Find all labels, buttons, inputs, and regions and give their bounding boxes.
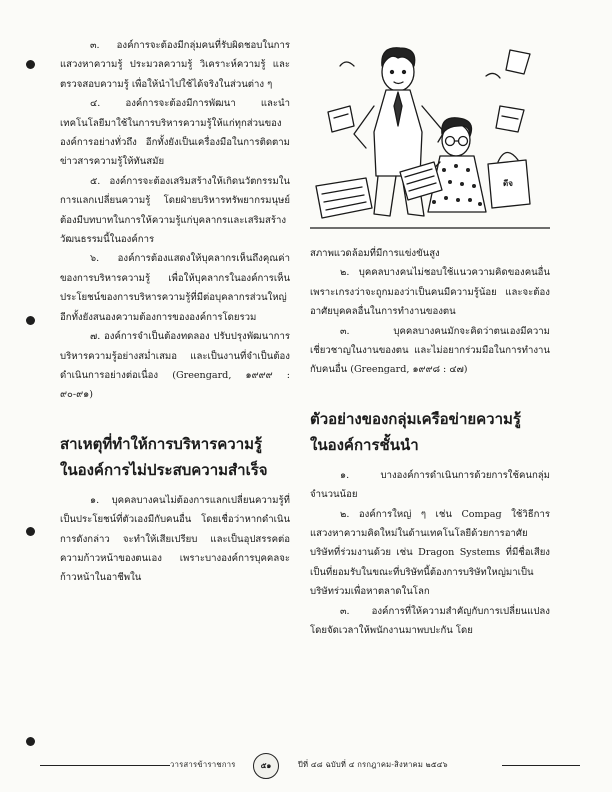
cartoon-illustration: [310, 36, 550, 244]
footer-rule: [502, 765, 580, 766]
paragraph-item-4: ๔. องค์การจะต้องมีการพัฒนา และนำเทคโนโลยีมาใช้ในการบริหารความรู้ให้แก่ทุกส่วนขององค์การอย่างทั่วถึง อีกทั้งยังเป็นเครื่องมือในการติดตามข่าวสารความรู้ให้ทันสมัย: [60, 98, 290, 168]
footer-rule: [40, 765, 170, 766]
binder-hole: [26, 60, 35, 69]
paragraph-cause-1-continued: สภาพแวดล้อมที่มีการแข่งขันสูง: [310, 248, 440, 259]
illustration-bag-label: ดีจ: [503, 179, 513, 188]
page-footer: [40, 752, 580, 782]
paragraph-example-1: ๑. บางองค์การดำเนินการด้วยการใช้คนกลุ่มจำนวนน้อย: [310, 469, 550, 501]
footer-journal-name: วารสารข้าราชการ: [170, 760, 236, 769]
paragraph-item-5: ๕. องค์การจะต้องเสริมสร้างให้เกิดนวัตกรรมในการแลกเปลี่ยนความรู้ โดยฝ่ายบริหารทรัพยากรมนุษย์ต้องมีบทบาทในการให้ความรู้แก่บุคลากรและเสริมสร้างวัฒนธรรมนี้ในองค์การ: [60, 175, 290, 246]
paragraph-item-3: ๓. องค์การจะต้องมีกลุ่มคนที่รับผิดชอบในการแสวงหาความรู้ ประมวลความรู้ วิเคราะห์ความรู้ และตรวจสอบความรู้ เพื่อให้นำไปใช้ได้จริงในส่วนต่าง ๆ: [60, 40, 290, 90]
cartoon-illustration-drawing: [310, 36, 550, 236]
paragraph-item-7: ๗. องค์การจำเป็นต้องทดลอง ปรับปรุงพัฒนาการบริหารความรู้อย่างสม่ำเสมอ และเป็นงานที่จำเป็นต้องดำเนินการอย่างต่อเนื่อง (Greengard, ๑๙๙๙ : ๙๐-๙๑): [60, 331, 290, 401]
page-number: ๕๑: [253, 753, 279, 779]
paragraph-example-2: ๒. องค์การใหญ่ ๆ เช่น Compag ใช้วิธีการแสวงหาความคิดใหม่ในด้านเทคโนโลยีด้วยการอาศัยบริษัทที่ร่วมงานด้วย เช่น Dragon Systems ที่มีชื่อเสียงเป็นที่ยอมรับในขณะที่บริษัทนี้ต้องการบริษัทใหญ่มาเป็นบริษัทร่วมเพื่อหาตลาดในโลก: [310, 508, 550, 598]
section-heading-network-examples: [310, 406, 550, 458]
heading-line: ในองค์การชั้นนำ: [310, 435, 419, 454]
binder-hole: [26, 737, 35, 746]
paragraph-cause-2: ๒. บุคคลบางคนไม่ชอบใช้แนวความคิดของคนอื่น เพราะเกรงว่าจะถูกมองว่าเป็นคนมีความรู้น้อย และจะต้องอาศัยบุคคลอื่นในการทำงานของตน: [310, 267, 550, 318]
binder-hole: [26, 527, 35, 536]
heading-line: ตัวอย่างของกลุ่มเครือข่ายความรู้: [310, 409, 521, 428]
left-column: [60, 36, 290, 588]
paragraph-cause-3: ๓. บุคคลบางคนมักจะคิดว่าตนเองมีความเชี่ยวชาญในงานของตน และไม่อยากร่วมมือในการทำงานกับคนอื่น (Greengard, ๑๙๙๘ : ๔๗): [310, 325, 550, 376]
heading-line: ในองค์การไม่ประสบความสำเร็จ: [60, 460, 268, 479]
heading-line: สาเหตุที่ทำให้การบริหารความรู้: [60, 434, 263, 453]
paragraph-item-6: ๖. องค์การต้องแสดงให้บุคลากรเห็นถึงคุณค่าของการบริหารความรู้ เพื่อให้บุคลากรในองค์การเห็นประโยชน์ของการบริหารความรู้ที่มีต่อบุคลากรส่วนใหญ่ อีกทั้งยังสนองความต้องการขององค์การโดยรวม: [60, 253, 290, 323]
paragraph-example-3: ๓. องค์การที่ให้ความสำคัญกับการเปลี่ยนแปลง โดยจัดเวลาให้พนักงานมาพบปะกัน โดย: [310, 605, 550, 637]
paragraph-cause-1: ๑. บุคคลบางคนไม่ต้องการแลกเปลี่ยนความรู้ที่เป็นประโยชน์ที่ตัวเองมีกับคนอื่น โดยเชื่อว่าหากดำเนินการดังกล่าว จะทำให้เสียเปรียบ และเป็นอุปสรรคต่อความก้าวหน้าของตนเอง เพราะบางองค์การบุคคลจะก้าวหน้าในอาชีพใน: [60, 494, 290, 584]
section-heading-failure-causes: [60, 431, 290, 483]
right-column: [310, 36, 550, 641]
binder-hole: [26, 316, 35, 325]
footer-issue: ปีที่ ๔๘ ฉบับที่ ๔ กรกฎาคม-สิงหาคม ๒๕๔๖: [298, 760, 448, 769]
